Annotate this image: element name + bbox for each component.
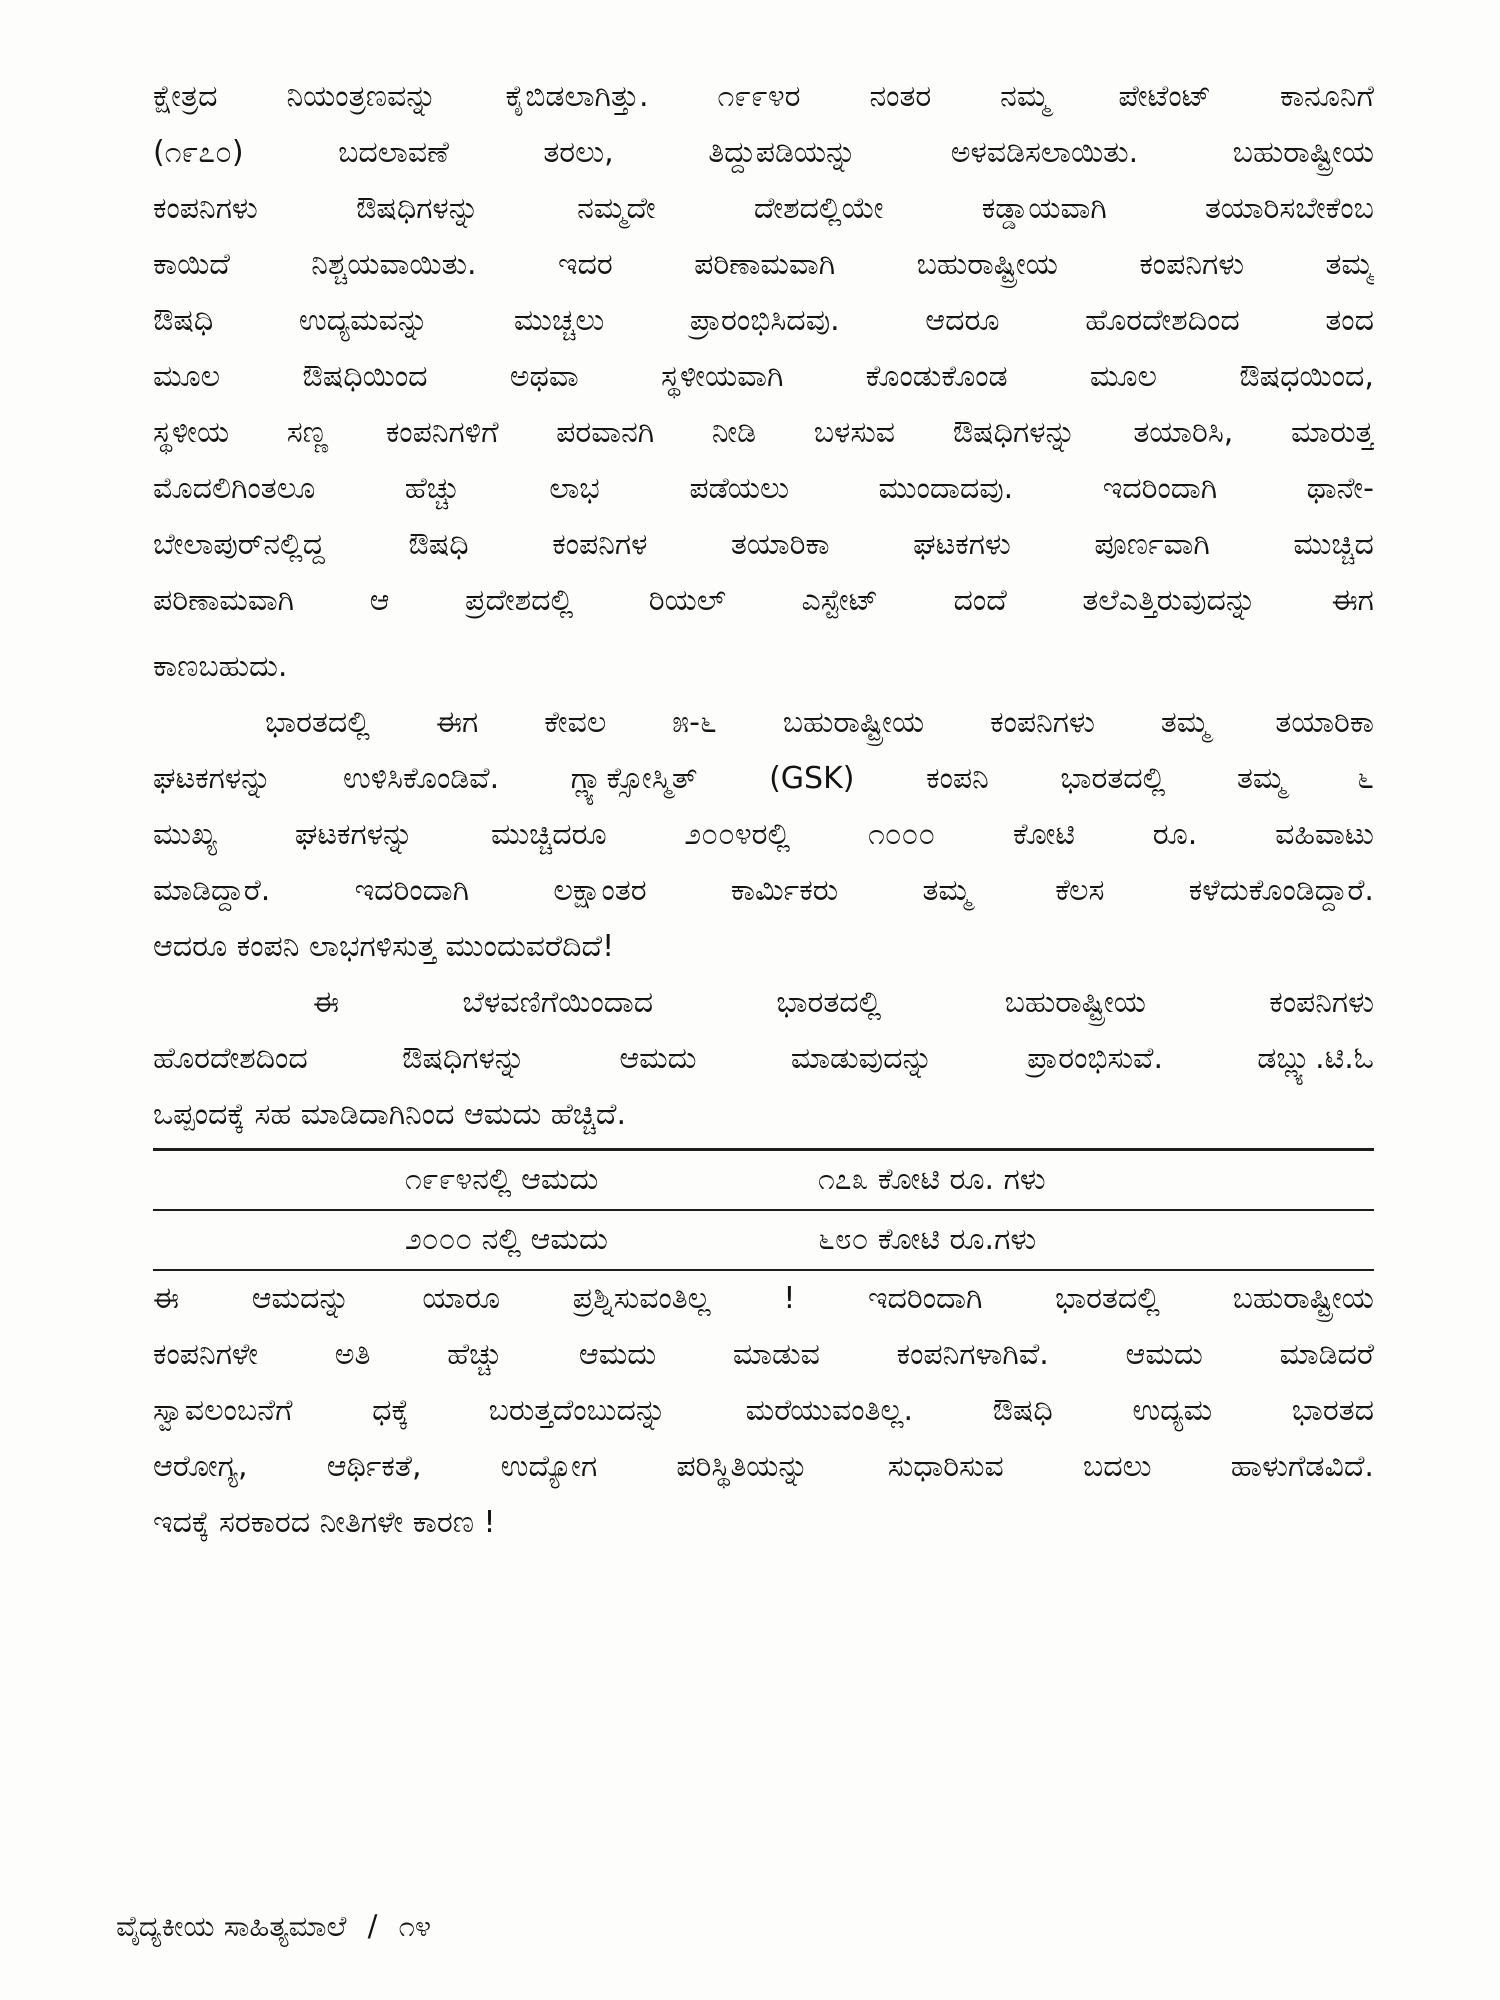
series-title: ವೈದ್ಯಕೀಯ ಸಾಹಿತ್ಯಮಾಲೆ <box>116 1909 347 1943</box>
word: ಕಾಯಿದೆ <box>153 247 230 282</box>
word: ಮೊದಲಿಗಿಂತಲೂ <box>153 471 316 506</box>
word: ಆದರೂ <box>925 303 1000 338</box>
word: ಈಗ <box>1331 583 1374 618</box>
word: ತಯಾರಿಕಾ <box>731 527 830 562</box>
word: ಬದಲಾವಣೆ <box>338 135 449 170</box>
paragraph-3-first-line <box>153 975 1374 1031</box>
word: ಔಷಧಿಯಿಂದ <box>302 359 428 394</box>
word: ಕಾರ್ಮಿಕರು <box>730 873 839 908</box>
word: ಮುಂದಾದವು. <box>878 471 1014 506</box>
page-number: ೧೪ <box>398 1909 432 1943</box>
word: ಔಷಧಿಗಳನ್ನು <box>952 415 1076 450</box>
paragraph-3-last-line: ಒಪ್ಪಂದಕ್ಕೆ ಸಹ ಮಾಡಿದಾಗಿನಿಂದ ಆಮದು ಹೆಚ್ಚಿದೆ. <box>153 1097 627 1132</box>
word: ಈಗ <box>435 705 479 740</box>
word: ತಯಾರಿಕಾ <box>1275 705 1374 740</box>
word: ಅಥವಾ <box>509 359 579 394</box>
paragraph-2-last-line: ಆದರೂ ಕಂಪನಿ ಲಾಭಗಳಿಸುತ್ತ ಮುಂದುವರೆದಿದೆ! <box>153 929 615 964</box>
word: ಕೊಂಡುಕೊಂಡ <box>865 359 1008 394</box>
paragraph-1-line <box>153 349 1374 405</box>
word: ಮಾಡಿದ್ದಾರೆ. <box>153 873 271 908</box>
word: ಸ್ಥಳೀಯವಾಗಿ <box>661 359 784 394</box>
word: ದಂದೆ <box>953 583 1007 618</box>
word: ನಂತರ <box>869 79 932 114</box>
word: ಬಹುರಾಷ್ಟ್ರೀಯ <box>782 705 925 740</box>
word: ಎಸ್ಟೇಟ್ <box>801 583 879 618</box>
word: ಕಂಪನಿಗಳೇ <box>153 1337 259 1372</box>
word: ಇದರಿಂದಾಗಿ <box>354 873 470 908</box>
word: ಬೇಲಾಪುರ್‌ನಲ್ಲಿದ್ದ <box>153 527 325 562</box>
paragraph-2-line <box>153 751 1374 807</box>
word: ಕಂಪನಿ <box>926 761 989 796</box>
word: ಕಂಪನಿಗಳಿಗೆ <box>385 415 499 450</box>
word: ಸಣ್ಣ <box>286 415 329 450</box>
word: ಕಾನೂನಿಗೆ <box>1279 79 1374 114</box>
word: ಭಾರತದಲ್ಲಿ <box>265 705 370 740</box>
word: ವಹಿವಾಟು <box>1275 817 1374 852</box>
word: ಗ್ಲ್ಯಾಕ್ಸೋಸ್ಮಿತ್ <box>570 761 698 796</box>
footer-separator: / <box>367 1909 378 1943</box>
word: ತಮ್ಮ <box>1160 705 1210 740</box>
word: ಕಳೆದುಕೊಂಡಿದ್ದಾರೆ. <box>1188 873 1374 908</box>
word: ಹೊರದೇಶದಿಂದ <box>153 1041 308 1076</box>
paragraph-4-line <box>153 1383 1374 1439</box>
word: ನೀಡಿ <box>711 415 757 450</box>
paragraph-4-last-line: ಇದಕ್ಕೆ ಸರಕಾರದ ನೀತಿಗಳೇ ಕಾರಣ ! <box>153 1505 496 1540</box>
word: ಆ <box>369 583 390 618</box>
word: ಸ್ವಾವಲಂಬನೆಗೆ <box>153 1393 293 1428</box>
word: ನಿಶ್ಚಯವಾಯಿತು. <box>311 247 477 282</box>
word: ಆರ್ಥಿಕತೆ, <box>326 1449 422 1484</box>
paragraph-2-line <box>153 807 1374 863</box>
paragraph-4-line <box>153 1327 1374 1383</box>
word: ತಮ್ಮ <box>1236 761 1286 796</box>
paragraph-2-first-line <box>153 695 1374 751</box>
word: ಮಾಡುವುದನ್ನು <box>790 1041 933 1076</box>
word: ಕಂಪನಿಗಳು <box>1139 247 1245 282</box>
word: ಅಳವಡಿಸಲಾಯಿತು. <box>950 135 1139 170</box>
word: ಔಷಧಿ <box>153 303 214 338</box>
word: ಭಾರತದ <box>1291 1393 1374 1428</box>
word: ಆಮದು <box>1125 1337 1203 1372</box>
paragraph-2-line <box>153 863 1374 919</box>
word: ಬಹುರಾಷ್ಟ್ರೀಯ <box>1232 135 1374 170</box>
word: ನಮ್ಮ <box>1000 79 1050 114</box>
word: ಅತಿ <box>334 1337 371 1372</box>
import-amount-value: ೬೮೦ ಕೋಟಿ ರೂ.ಗಳು <box>818 1222 1037 1257</box>
import-table-row <box>153 1151 1374 1209</box>
word: ಬಹುರಾಷ್ಟ್ರೀಯ <box>1004 985 1146 1020</box>
word: ಕಂಪನಿಗಳ <box>552 527 648 562</box>
word: ತಯಾರಿಸಬೇಕೆಂಬ <box>1204 191 1374 226</box>
paragraph-1-line <box>153 125 1374 181</box>
word: ಇದರಿಂದಾಗಿ <box>867 1281 983 1316</box>
word: ಈ <box>153 1281 180 1316</box>
word: (GSK) <box>769 761 855 796</box>
word: ಕಂಪನಿಗಳಾಗಿವೆ. <box>896 1337 1049 1372</box>
paragraph-4-line <box>153 1439 1374 1495</box>
word: ಪರಿಸ್ಥಿತಿಯನ್ನು <box>676 1449 809 1484</box>
word: ಧಕ್ಕೆ <box>372 1393 409 1428</box>
word: ತಿದ್ದುಪಡಿಯನ್ನು <box>708 135 857 170</box>
paragraph-2 <box>153 695 1374 975</box>
word: ೬ <box>1357 761 1374 796</box>
paragraph-1 <box>153 69 1374 695</box>
word: ೧೦೦೦ <box>867 817 936 852</box>
page-body <box>153 69 1374 1551</box>
word: ಘಟಕಗಳನ್ನು <box>153 761 272 796</box>
word: ಆಮದನ್ನು <box>251 1281 350 1316</box>
paragraph-4 <box>153 1271 1374 1551</box>
word: ಔಷಧಿ <box>408 527 469 562</box>
word: ತಮ್ಮ <box>1325 247 1374 282</box>
word: ಮುಚ್ಚಿದರೂ <box>491 817 607 852</box>
word: ದೇಶದಲ್ಲಿಯೇ <box>753 191 884 226</box>
paragraph-1-line <box>153 517 1374 573</box>
page-footer <box>116 1898 443 1954</box>
word: ಕಂಪನಿಗಳು <box>153 191 258 226</box>
word: ಪೂರ್ಣವಾಗಿ <box>1094 527 1210 562</box>
word: ಹೆಚ್ಚು <box>404 471 460 506</box>
word: ರಿಯಲ್ <box>648 583 726 618</box>
word: ಔಷಧಯಿಂದ, <box>1239 359 1374 394</box>
word: ಸುಧಾರಿಸುವ <box>887 1449 1004 1484</box>
word: ಪ್ರಾರಂಭಿಸುವೆ. <box>1027 1041 1163 1076</box>
word: ಪರಿಣಾಮವಾಗಿ <box>153 583 295 618</box>
word: ಲಾಭ <box>549 471 600 506</box>
word: ಪ್ರಾರಂಭಿಸಿದವು. <box>689 303 840 338</box>
word: ಪಡೆಯಲು <box>689 471 790 506</box>
word: ಪ್ರಶ್ನಿಸುವಂತಿಲ್ಲ <box>572 1281 711 1316</box>
word: ಉದ್ಯೋಗ <box>500 1449 598 1484</box>
word: ಔಷಧಿಗಳನ್ನು <box>355 191 479 226</box>
word: ಘಟಕಗಳು <box>913 527 1011 562</box>
word: ಡಬ್ಲ್ಯು.ಟಿ.ಓ <box>1257 1041 1374 1076</box>
word: ಬದಲು <box>1082 1449 1152 1484</box>
paragraph-4-line <box>153 1271 1374 1327</box>
word: ಲಕ್ಷಾಂತರ <box>553 873 647 908</box>
word: ಈ <box>313 985 340 1020</box>
word: ತಯಾರಿಸಿ, <box>1133 415 1234 450</box>
word: ಕೋಟಿ <box>1012 817 1076 852</box>
word: ಕೇವಲ <box>544 705 607 740</box>
word: ಬಳಸುವ <box>813 415 896 450</box>
word: ಬಹುರಾಷ್ಟ್ರೀಯ <box>1232 1281 1374 1316</box>
word: ಬರುತ್ತದೆಂಬುದನ್ನು <box>488 1393 667 1428</box>
import-period-label: ೧೯೯೪ನಲ್ಲಿ ಆಮದು <box>405 1162 599 1197</box>
word: ಪೇಟೆಂಟ್ <box>1118 79 1212 114</box>
word: ಸ್ಥಳೀಯ <box>153 415 230 450</box>
word: ಮಾಡುವ <box>732 1337 820 1372</box>
word: ನಮ್ಮದೇ <box>577 191 656 226</box>
word: ಪರವಾನಗಿ <box>556 415 655 450</box>
word: ಪ್ರದೇಶದಲ್ಲಿ <box>464 583 574 618</box>
word: ಬೆಳವಣಿಗೆಯಿಂದಾದ <box>462 985 654 1020</box>
word: ಪರಿಣಾಮವಾಗಿ <box>694 247 836 282</box>
word: ಭಾರತದಲ್ಲಿ <box>1060 761 1166 796</box>
word: ರೂ. <box>1152 817 1198 852</box>
word: ಆರೋಗ್ಯ, <box>153 1449 248 1484</box>
word: ಉದ್ಯಮವನ್ನು <box>298 303 429 338</box>
word: ಕಂಪನಿಗಳು <box>1269 985 1374 1020</box>
word: ಮುಚ್ಚಲು <box>513 303 605 338</box>
word: ೫-೬ <box>672 705 717 740</box>
word: ೧೯೯೪ರ <box>717 79 801 114</box>
paragraph-1-line <box>153 405 1374 461</box>
word: ಔಷಧಿಗಳನ್ನು <box>402 1041 526 1076</box>
word: ಕೆಲಸ <box>1055 873 1105 908</box>
word: ಇದರ <box>557 247 613 282</box>
paragraph-3-line <box>153 1031 1374 1087</box>
word: ಆಮದು <box>619 1041 697 1076</box>
word: (೧೯೭೦) <box>153 135 244 170</box>
import-amount-value: ೧೭೩ ಕೋಟಿ ರೂ. ಗಳು <box>818 1162 1046 1197</box>
paragraph-1-last-line: ಕಾಣಬಹುದು. <box>153 649 288 684</box>
import-table <box>153 1148 1374 1271</box>
paragraph-1-line <box>153 181 1374 237</box>
word: ಹೊರದೇಶದಿಂದ <box>1085 303 1240 338</box>
word: ಆಮದು <box>578 1337 657 1372</box>
import-period-label: ೨೦೦೦ ನಲ್ಲಿ ಆಮದು <box>405 1222 608 1257</box>
word: ಮೂಲ <box>1089 359 1158 394</box>
word: ತಮ್ಮ <box>922 873 971 908</box>
paragraph-1-line <box>153 69 1374 125</box>
word: ಮುಖ್ಯ <box>153 817 218 852</box>
word: ಮಾಡಿದರೆ <box>1279 1337 1374 1372</box>
word: ಔಷಧಿ <box>992 1393 1053 1428</box>
word: ಹೆಚ್ಚು <box>447 1337 503 1372</box>
word: ಕೈಬಿಡಲಾಗಿತ್ತು. <box>505 79 649 114</box>
word: ತಂದ <box>1325 303 1374 338</box>
word: ! <box>783 1281 796 1316</box>
paragraph-3 <box>153 975 1374 1143</box>
word: ಭಾರತದಲ್ಲಿ <box>1055 1281 1160 1316</box>
paragraph-1-line <box>153 237 1374 293</box>
paragraph-1-line <box>153 293 1374 349</box>
word: ಮಾರುತ್ತ <box>1290 415 1374 450</box>
word: ನಿಯಂತ್ರಣವನ್ನು <box>286 79 437 114</box>
word: ಕಂಪನಿಗಳು <box>990 705 1095 740</box>
word: ಯಾರೂ <box>422 1281 501 1316</box>
word: ತಲೆಎತ್ತಿರುವುದನ್ನು <box>1082 583 1257 618</box>
word: ಮೂಲ <box>153 359 221 394</box>
paragraph-1-line <box>153 573 1374 629</box>
word: ಹಾಳುಗೆಡವಿದೆ. <box>1230 1449 1374 1484</box>
word: ಉದ್ಯಮ <box>1132 1393 1213 1428</box>
word: ತರಲು, <box>543 135 614 170</box>
word: ಮುಚ್ಚಿದ <box>1293 527 1374 562</box>
word: ಥಾನೇ- <box>1306 471 1374 506</box>
paragraph-1-line <box>153 461 1374 517</box>
word: ಬಹುರಾಷ್ಟ್ರೀಯ <box>916 247 1058 282</box>
word: ಭಾರತದಲ್ಲಿ <box>776 985 882 1020</box>
word: ಕಡ್ಡಾಯವಾಗಿ <box>981 191 1107 226</box>
word: ಕ್ಷೇತ್ರದ <box>153 79 218 114</box>
word: ಇದರಿಂದಾಗಿ <box>1102 471 1218 506</box>
word: ಘಟಕಗಳನ್ನು <box>294 817 414 852</box>
word: ೨೦೦೪ರಲ್ಲಿ <box>684 817 791 852</box>
import-table-row <box>153 1211 1374 1269</box>
word: ಮರೆಯುವಂತಿಲ್ಲ. <box>745 1393 913 1428</box>
word: ಉಳಿಸಿಕೊಂಡಿವೆ. <box>343 761 500 796</box>
